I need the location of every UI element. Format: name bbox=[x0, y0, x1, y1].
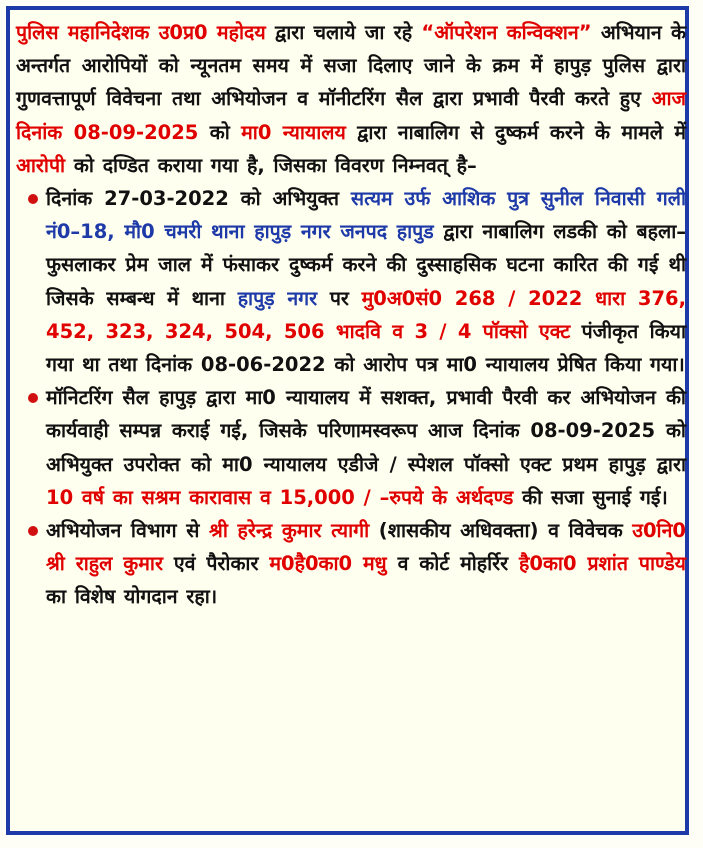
bullet-text: पंजीकृत किया गया था तथा दिनांक 08-06-2022 को आरोप पत्र मा0 न्यायालय प्रेषित किया गया। bbox=[46, 319, 686, 377]
details-list bbox=[16, 182, 686, 614]
bullet-dot-icon bbox=[28, 526, 38, 536]
intro-text: को दण्डित कराया गया है, जिसका विवरण निम्नवत् है– bbox=[65, 153, 477, 177]
pairokar-name: म0है0का0 मधु bbox=[269, 552, 387, 576]
investigator-name: उ0नि0 श्री राहुल कुमार bbox=[46, 519, 686, 576]
intro-court: मा0 न्यायालय bbox=[241, 120, 346, 144]
bullet-text: व कोर्ट मोहर्रिर bbox=[386, 552, 520, 576]
police-station: हापुड़ नगर bbox=[237, 286, 318, 310]
intro-accused: आरोपी bbox=[16, 153, 66, 177]
bullet-dot-icon bbox=[28, 393, 38, 403]
bullet-text: की सजा सुनाई गई। bbox=[513, 485, 668, 509]
bullet-text: एवं पैरोकार bbox=[162, 552, 270, 576]
intro-operation-name: “ऑपरेशन कन्विक्शन” bbox=[421, 21, 592, 44]
intro-date: आज दिनांक 08-09-2025 bbox=[16, 87, 686, 144]
court-moharrir-name: है0का0 प्रशांत पाण्डेय bbox=[519, 552, 686, 576]
case-sections: मु0अ0सं0 268 / 2022 धारा 376, 452, 323, 324, 504, 506 भादवि व 3 / 4 पॉक्सो एक्ट bbox=[46, 286, 686, 343]
bullet-text: दिनांक 27-03-2022 को अभियुक्त bbox=[46, 187, 351, 211]
sentence-details: 10 वर्ष का सश्रम कारावास व 15,000 / –रुपये के अर्थदण्ड bbox=[46, 485, 514, 509]
bullet-text: मॉनिटरिंग सैल हापुड़ द्वारा मा0 न्यायालय में सशक्त, प्रभावी पैरवी कर अभियोजन की कार्यवाही सम्पन्न कराई गई, जिसके परिणामस्वरूप आज दिनांक 08-09-2025 को अभियुक्त उपरोक्त को मा0 न्यायालय एडीजे / स्पेशल पॉक्सो एक्ट प्रथम हापुड़ द्वारा bbox=[46, 386, 686, 476]
intro-text: द्वारा चलाये जा रहे bbox=[265, 21, 422, 44]
intro-dgp-title: पुलिस महानिदेशक उ0प्र0 महोदय bbox=[16, 21, 266, 44]
bullet-text: द्वारा नाबालिग लडकी को बहला–फुसलाकर प्रेम जाल में फंसाकर दुष्कर्म करने की दुस्साहसिक घटना कारित की गई थी जिसके सम्बन्ध में थाना bbox=[46, 220, 687, 310]
intro-text: अभियान के अन्तर्गत आरोपियों को न्यूनतम समय में सजा दिलाए जाने के क्रम में हापुड़ पुलिस द्वारा गुणवत्तापूर्ण विवेचना तथा अभियोजन व मॉनीटरिंग सैल द्वारा प्रभावी पैरवी करते हुए bbox=[16, 21, 687, 111]
intro-text: द्वारा नाबालिग से दुष्कर्म करने के मामले में bbox=[345, 120, 686, 144]
press-note bbox=[16, 16, 686, 614]
accused-name-address: सत्यम उर्फ आशिक पुत्र सुनील निवासी गली नं0–18, मौ0 चमरी थाना हापुड़ नगर जनपद हापुड bbox=[46, 187, 687, 244]
list-item-case-details bbox=[16, 182, 686, 381]
bullet-text: अभियोजन विभाग से bbox=[46, 519, 210, 543]
prosecutor-name: श्री हरेन्द्र कुमार त्यागी bbox=[209, 519, 370, 543]
bullet-text: (शासकीय अधिवक्ता) व विवेचक bbox=[369, 519, 633, 543]
bullet-text: पर bbox=[317, 286, 362, 310]
intro-text: को bbox=[198, 120, 242, 144]
list-item-verdict bbox=[16, 381, 686, 514]
bullet-dot-icon bbox=[28, 194, 38, 204]
bullet-text: का विशेष योगदान रहा। bbox=[46, 585, 218, 609]
intro-paragraph bbox=[16, 16, 686, 182]
list-item-contributors bbox=[16, 514, 686, 614]
